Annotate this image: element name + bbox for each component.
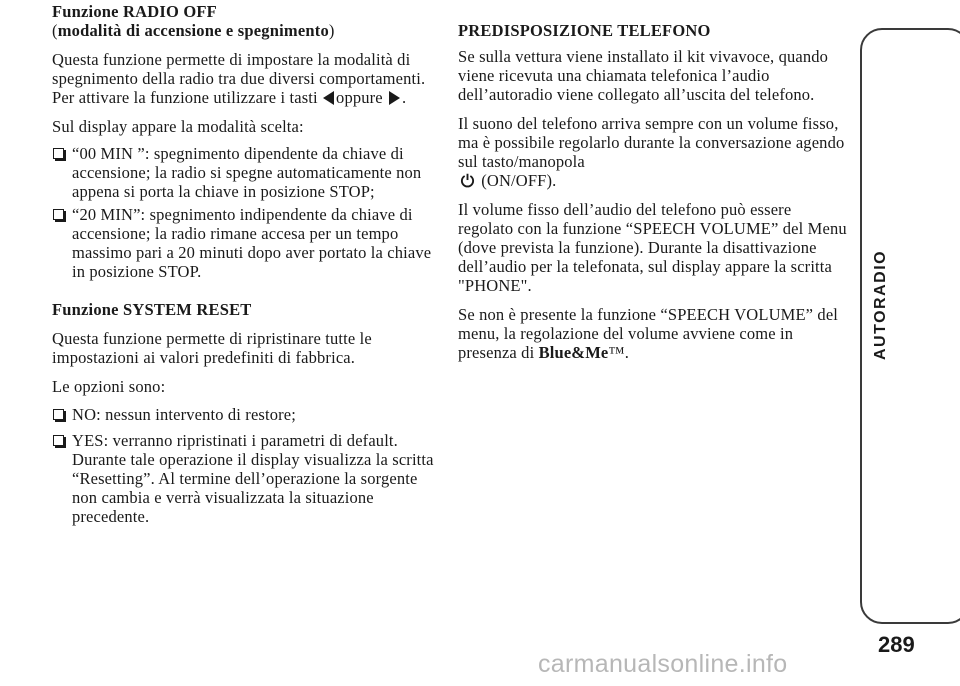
- display-text: Sul display appare la modalità scelta:: [52, 117, 304, 136]
- checkbox-bullet-icon: [53, 209, 64, 220]
- telephone-para-1: Se sulla vettura viene installato il kit vivavoce, quando viene ricevuta una chiamata telefonica l’audio dell’autoradio viene collegato all’uscita del telefono.: [458, 47, 829, 104]
- list-item-text: YES: verranno ripristinati i parametri di default. Durante tale operazione il display visualizza la scritta “Resetting”. Al termine dell’operazione la sorgente non cambia e verrà visualizzata la situazione precedente.: [72, 431, 434, 526]
- radio-off-intro: Questa funzione permette di impostare la modalità di spegnimento della radio tra due diversi comportamenti. Per attivare la funzione utilizzare i tasti oppure .: [52, 50, 426, 107]
- left-column: [52, 0, 444, 526]
- blue-me-label: Blue&Me: [538, 343, 609, 362]
- telephone-para-4: Se non è presente la funzione “SPEECH VOLUME” del menu, la regolazione del volume avviene come in presenza di Blue&Me™.: [458, 305, 839, 362]
- list-item-text: NO: nessun intervento di restore;: [72, 405, 296, 424]
- system-reset-title: Funzione SYSTEM RESET: [52, 300, 252, 319]
- telephone-title: PREDISPOSIZIONE TELEFONO: [458, 21, 711, 40]
- telephone-para-3: Il volume fisso dell’audio del telefono può essere regolato con la funzione “SPEECH VOLUME” del Menu (dove prevista la funzione). Durante la disattivazione dell’audio per la telefonata, sul display appare la scritta "PHONE".: [458, 200, 847, 295]
- options-label: Le opzioni sono:: [52, 377, 166, 396]
- chapter-label: AUTORADIO: [872, 249, 889, 360]
- list-item: [52, 205, 444, 281]
- system-reset-intro: Questa funzione permette di ripristinare tutte le impostazioni ai valori predefiniti di fabbrica.: [52, 329, 372, 367]
- radio-off-title: Funzione RADIO OFF: [52, 2, 217, 21]
- radio-off-subtitle-text: modalità di accensione e spegnimento: [57, 21, 329, 40]
- right-column: [458, 0, 848, 362]
- power-icon: [460, 173, 475, 188]
- list-item-text: “00 MIN ”: spegnimento dipendente da chiave di accensione; la radio si spegne automaticamente non appena si porta la chiave in posizione STOP;: [72, 144, 422, 201]
- page-number: 289: [878, 632, 915, 657]
- checkbox-bullet-icon: [53, 435, 64, 446]
- telephone-para-2: Il suono del telefono arriva sempre con un volume fisso, ma è possibile regolarlo durante la conversazione agendo sul tasto/manopola (ON/OFF).: [458, 114, 845, 190]
- left-triangle-icon: [323, 91, 334, 105]
- right-triangle-icon: [389, 91, 400, 105]
- checkbox-bullet-icon: [53, 148, 64, 159]
- list-item: [52, 431, 444, 526]
- list-item: [52, 144, 444, 201]
- watermark: carmanualsonline.info: [538, 650, 788, 678]
- radio-off-subtitle: (modalità di accensione e spegnimento): [52, 21, 335, 40]
- list-item: [52, 405, 444, 424]
- list-item-text: “20 MIN”: spegnimento indipendente da chiave di accensione; la radio rimane accesa per un tempo massimo pari a 20 minuti dopo aver portato la chiave in posizione STOP.: [72, 205, 432, 281]
- checkbox-bullet-icon: [53, 409, 64, 420]
